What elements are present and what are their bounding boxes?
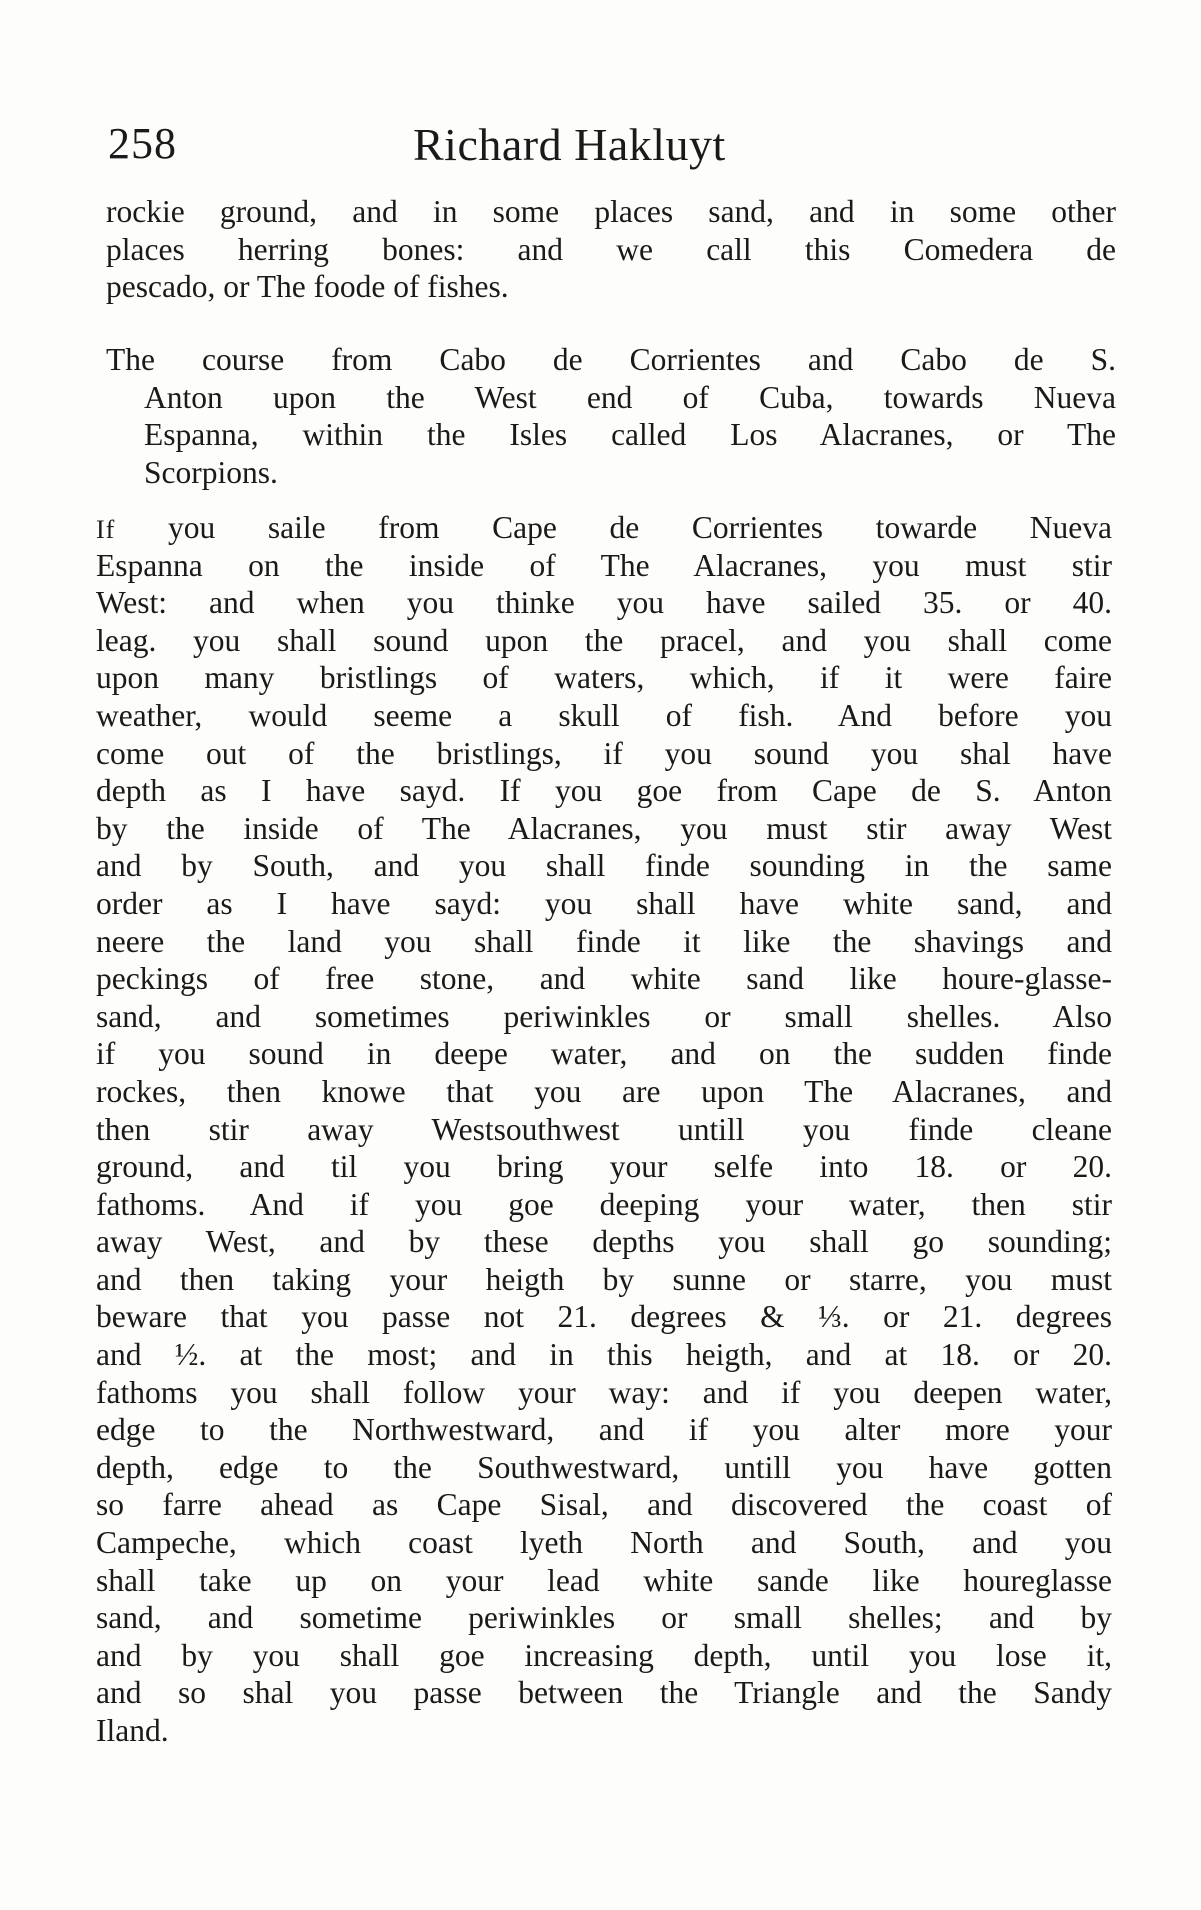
text-line: neere the land you shall finde it like the shavings and [96, 923, 1112, 959]
text-line: Anton upon the West end of Cuba, towards Nueva [144, 379, 1116, 415]
text-line: and by South, and you shall finde sounding in the same [96, 848, 1112, 884]
text-line: The course from Cabo de Corrientes and Cabo de S. [106, 342, 1116, 377]
text-line: weather, would seeme a skull of fish. And before you [96, 697, 1112, 733]
text-line: order as I have sayd: you shall have white sand, and [96, 885, 1112, 921]
text-line: Iland. [96, 1713, 169, 1748]
text-line: Espanna on the inside of The Alacranes, you must stir [96, 547, 1112, 583]
text-line: peckings of free stone, and white sand like houre-glasse- [96, 961, 1112, 997]
dropcap-word: If [96, 515, 116, 544]
text-line: and then taking your heigth by sunne or starre, you must [96, 1261, 1112, 1297]
text-line: leag. you shall sound upon the pracel, and you shall come [96, 622, 1112, 658]
sailing-directions-paragraph [96, 509, 1112, 1750]
text-line: fathoms you shall follow your way: and if you deepen water, [96, 1374, 1112, 1410]
text-line: ground, and til you bring your selfe into 18. or 20. [96, 1149, 1112, 1185]
text-line: pescado, or The foode of fishes. [106, 269, 509, 305]
text-line: if you sound in deepe water, and on the sudden finde [96, 1036, 1112, 1072]
paragraph-continuation [106, 193, 1116, 306]
first-line-text: you saile from Cape de Corrientes towarde Nueva [115, 510, 1112, 545]
running-title: Richard Hakluyt [413, 119, 726, 170]
text-line: depth, edge to the Southwestward, untill you have gotten [96, 1449, 1112, 1485]
text-line: edge to the Northwestward, and if you alter more your [96, 1412, 1112, 1448]
section-heading-paragraph [106, 341, 1116, 491]
text-line: depth as I have sayd. If you goe from Cape de S. Anton [96, 773, 1112, 809]
text-line: fathoms. And if you goe deeping your water, then stir [96, 1186, 1112, 1222]
text-line: so farre ahead as Cape Sisal, and discovered the coast of [96, 1487, 1112, 1523]
text-line: and ½. at the most; and in this heigth, and at 18. or 20. [96, 1337, 1112, 1373]
text-line: places herring bones: and we call this Comedera de [106, 231, 1116, 267]
text-line: and so shal you passe between the Triangle and the Sandy [96, 1675, 1112, 1711]
text-line: Scorpions. [144, 454, 278, 490]
text-line: then stir away Westsouthwest untill you finde cleane [96, 1111, 1112, 1147]
text-line: Campeche, which coast lyeth North and South, and you [96, 1525, 1112, 1561]
text-line: rockes, then knowe that you are upon The Alacranes, and [96, 1073, 1112, 1109]
first-line [96, 509, 1112, 547]
text-line: away West, and by these depths you shall go sounding; [96, 1224, 1112, 1260]
text-line: upon many bristlings of waters, which, if it were faire [96, 660, 1112, 696]
text-line: beware that you passe not 21. degrees & ⅓. or 21. degrees [96, 1299, 1112, 1335]
text-line: West: and when you thinke you have sailed 35. or 40. [96, 585, 1112, 621]
text-line: shall take up on your lead white sande like houreglasse [96, 1562, 1112, 1598]
page-header [108, 118, 1118, 178]
text-line: rockie ground, and in some places sand, and in some other [106, 194, 1116, 229]
page-number: 258 [108, 119, 177, 168]
text-line: and by you shall goe increasing depth, until you lose it, [96, 1637, 1112, 1673]
text-line: by the inside of The Alacranes, you must stir away West [96, 810, 1112, 846]
text-line: sand, and sometime periwinkles or small shelles; and by [96, 1600, 1112, 1636]
text-line: come out of the bristlings, if you sound you shal have [96, 735, 1112, 771]
text-line: sand, and sometimes periwinkles or small shelles. Also [96, 998, 1112, 1034]
text-line: Espanna, within the Isles called Los Alacranes, or The [144, 417, 1116, 453]
